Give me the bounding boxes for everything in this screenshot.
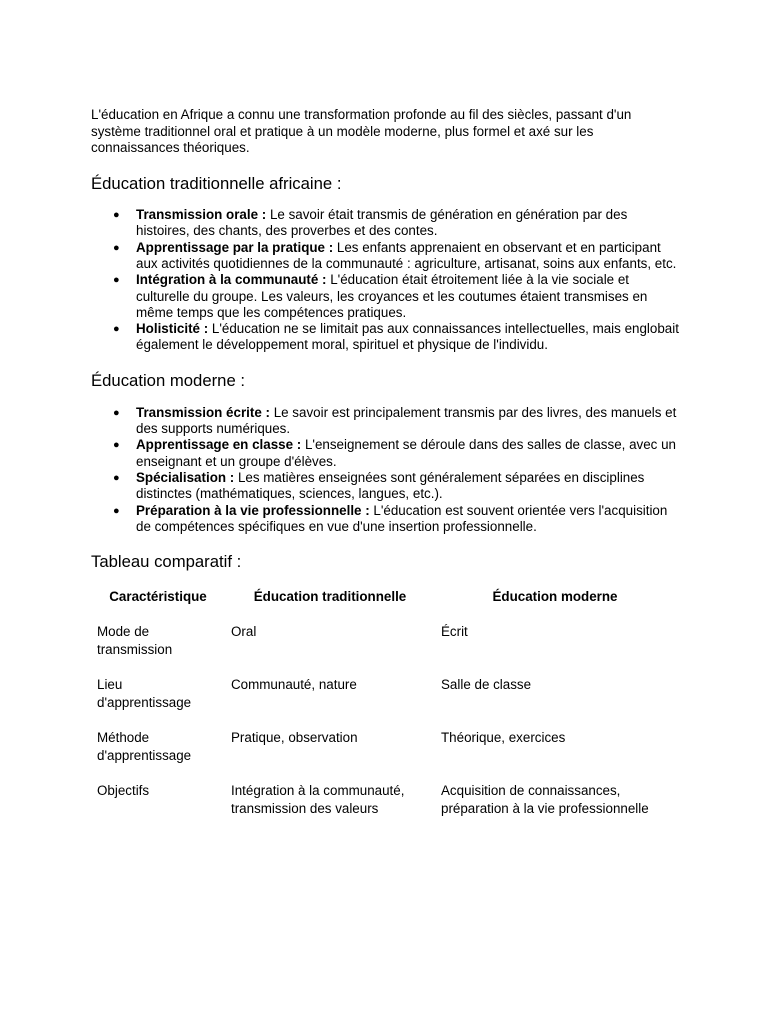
table-row [91, 774, 675, 827]
list-item [91, 470, 681, 503]
bullet-icon: ● [113, 323, 120, 336]
traditional-list [91, 207, 681, 354]
table-cell: Pratique, observation [231, 729, 358, 745]
bullet-icon: ● [113, 241, 120, 254]
list-item [91, 207, 681, 240]
table-cell: Méthode d'apprentissage [97, 729, 192, 764]
table-cell: Écrit [441, 623, 468, 639]
section-title-modern: Éducation moderne : [91, 370, 245, 390]
item-text: Le savoir était transmis de génération en génération par des histoires, des chants, des proverbes et des contes. [136, 207, 628, 239]
list-item [91, 437, 681, 470]
table-cell: Communauté, nature [231, 676, 357, 692]
item-term: Préparation à la vie professionnelle : [136, 502, 370, 518]
bullet-icon: ● [113, 209, 120, 222]
item-text: Les enfants apprenaient en observant et en participant aux activités quotidiennes de la communauté : agriculture, artisanat, soins aux enfants, etc. [136, 239, 677, 271]
table-cell: Mode de transmission [97, 623, 173, 658]
item-text: L'éducation était étroitement liée à la vie sociale et culturelle du groupe. Les valeurs, les croyances et les coutumes étaient transmises en même temps que les compétences pratiques. [136, 272, 648, 320]
bullet-icon: ● [113, 471, 120, 484]
item-term: Transmission orale : [136, 207, 267, 223]
table-header-row [91, 580, 675, 615]
bullet-icon: ● [113, 504, 120, 517]
item-term: Apprentissage par la pratique : [136, 239, 334, 255]
item-text: L'éducation ne se limitait pas aux connaissances intellectuelles, mais englobait également le développement moral, spirituel et physique de l'individu. [136, 321, 679, 353]
bullet-icon: ● [113, 439, 120, 452]
column-header: Éducation traditionnelle [253, 589, 407, 605]
item-text: Les matières enseignées sont généralement séparées en disciplines distinctes (mathématiques, sciences, langues, etc.). [136, 469, 645, 502]
document-page [91, 107, 681, 827]
list-item [91, 503, 681, 536]
list-item [91, 240, 681, 273]
table-cell: Acquisition de connaissances, préparation à la vie professionnelle [441, 782, 649, 817]
table-cell: Lieu d'apprentissage [97, 676, 192, 711]
section-title-comparison: Tableau comparatif : [91, 552, 242, 572]
table-row [91, 668, 675, 721]
list-item [91, 321, 681, 354]
intro-paragraph: L'éducation en Afrique a connu une transformation profonde au fil des siècles, passant d'un système traditionnel oral et pratique à un modèle moderne, plus formel et axé sur les connaissances théoriques. [91, 107, 632, 156]
item-term: Apprentissage en classe : [136, 437, 302, 453]
comparison-table [91, 580, 675, 827]
table-cell: Théorique, exercices [441, 729, 566, 745]
item-text: L'enseignement se déroule dans des salles de classe, avec un enseignant et un groupe d'élèves. [136, 437, 676, 469]
section-title-traditional: Éducation traditionnelle africaine : [91, 174, 342, 194]
table-cell: Objectifs [97, 782, 150, 798]
modern-list [91, 405, 681, 535]
item-text: Le savoir est principalement transmis par des livres, des manuels et des supports numériques. [136, 404, 677, 437]
bullet-icon: ● [113, 406, 120, 419]
table-cell: Intégration à la communauté, transmission des valeurs [231, 782, 405, 817]
list-item [91, 405, 681, 438]
table-cell: Salle de classe [441, 676, 532, 692]
table-cell: Oral [231, 623, 257, 639]
item-term: Holisticité : [136, 321, 209, 337]
list-item [91, 272, 681, 321]
item-term: Transmission écrite : [136, 404, 270, 420]
bullet-icon: ● [113, 274, 120, 287]
item-term: Intégration à la communauté : [136, 272, 327, 288]
item-term: Spécialisation : [136, 469, 235, 485]
column-header: Caractéristique [109, 589, 207, 605]
table-row [91, 615, 675, 668]
column-header: Éducation moderne [492, 589, 618, 605]
item-text: L'éducation est souvent orientée vers l'acquisition de compétences spécifiques en vue d'une insertion professionnelle. [136, 502, 668, 534]
table-row [91, 721, 675, 774]
